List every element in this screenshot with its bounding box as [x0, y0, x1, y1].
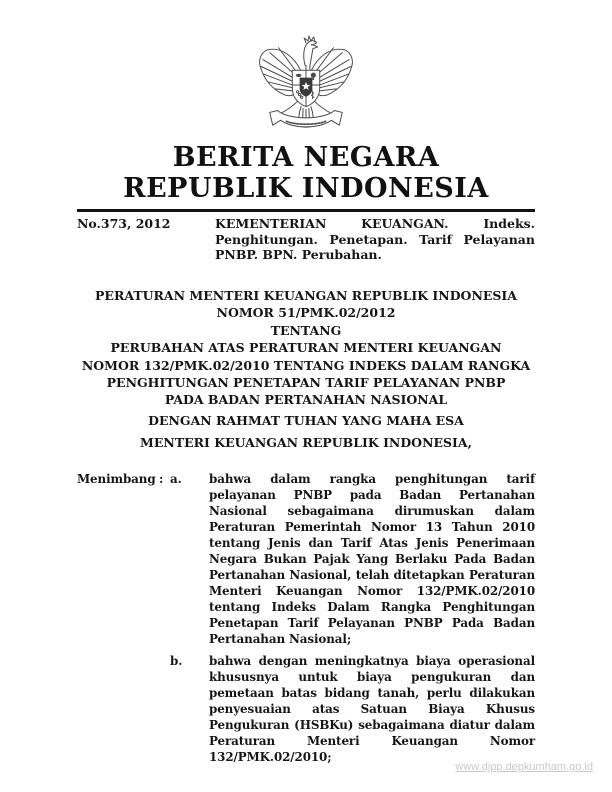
menimbang-item-a — [170, 471, 535, 647]
menimbang-item-b — [170, 653, 535, 765]
issue-subject: KEMENTERIAN KEUANGAN. Indeks. Penghitungan. Penetapan. Tarif Pelayanan PNBP. BPN. Perubahan. — [215, 216, 535, 262]
regulation-subject-line: PERUBAHAN ATAS PERATURAN MENTERI KEUANGAN — [110, 340, 502, 356]
menimbang-section — [77, 471, 535, 765]
masthead-divider — [77, 209, 535, 212]
masthead-line-1: BERITA NEGARA — [172, 142, 440, 173]
item-letter: a. — [170, 472, 182, 486]
issue-number: No.373, 2012 — [77, 216, 171, 231]
menimbang-label: Menimbang — [77, 472, 156, 486]
regulation-subject-line: PADA BADAN PERTANAHAN NASIONAL — [164, 392, 448, 408]
regulation-subject-line: PENGHITUNGAN PENETAPAN TARIF PELAYANAN PNBP — [106, 375, 506, 391]
item-text: bahwa dalam rangka penghitungan tarif pelayanan PNBP pada Badan Pertanahan Nasional sebagaimana dirumuskan dalam Peraturan Pemerintah Nomor 13 Tahun 2010 tentang Jenis dan Tarif Atas Jenis Penerimaan Negara Bukan Pajak Yang Berlaku Pada Badan Pertanahan Nasional, telah ditetapkan Peraturan Menteri Keuangan Nomor 132/PMK.02/2010 tentang Indeks Dalam Rangka Penghitungan Penetapan Tarif Pelayanan PNBP Pada Badan Pertanahan Nasional; — [209, 472, 535, 646]
regulation-number-line: NOMOR 51/PMK.02/2012 — [216, 305, 396, 321]
item-letter: b. — [170, 654, 183, 668]
watermark-url: www.djpp.depkumham.go.id — [455, 761, 593, 773]
masthead — [0, 142, 612, 204]
regulation-title-line: PERATURAN MENTERI KEUANGAN REPUBLIK INDONESIA — [95, 288, 517, 303]
garuda-pancasila-emblem-icon — [257, 34, 355, 136]
regulation-subject-line: NOMOR 132/PMK.02/2010 TENTANG INDEKS DALAM RANGKA — [81, 357, 531, 373]
masthead-line-2: REPUBLIK INDONESIA — [123, 173, 489, 204]
item-text: bahwa dengan meningkatnya biaya operasional khususnya untuk biaya pengukuran dan pemetaan batas bidang tanah, perlu dilakukan penyesuaian atas Satuan Biaya Khusus Pengukuran (HSBKu) sebagaimana diatur dalam Peraturan Menteri Keuangan Nomor 132/PMK.02/2010; — [209, 654, 535, 764]
regulation-tentang-line: TENTANG — [270, 322, 342, 338]
menimbang-items — [170, 471, 535, 765]
regulation-title-block — [77, 287, 535, 409]
invocation-line: DENGAN RAHMAT TUHAN YANG MAHA ESA — [148, 413, 464, 428]
menimbang-colon: : — [159, 472, 164, 486]
authority-line: MENTERI KEUANGAN REPUBLIK INDONESIA, — [140, 435, 472, 450]
issue-row — [77, 216, 535, 263]
